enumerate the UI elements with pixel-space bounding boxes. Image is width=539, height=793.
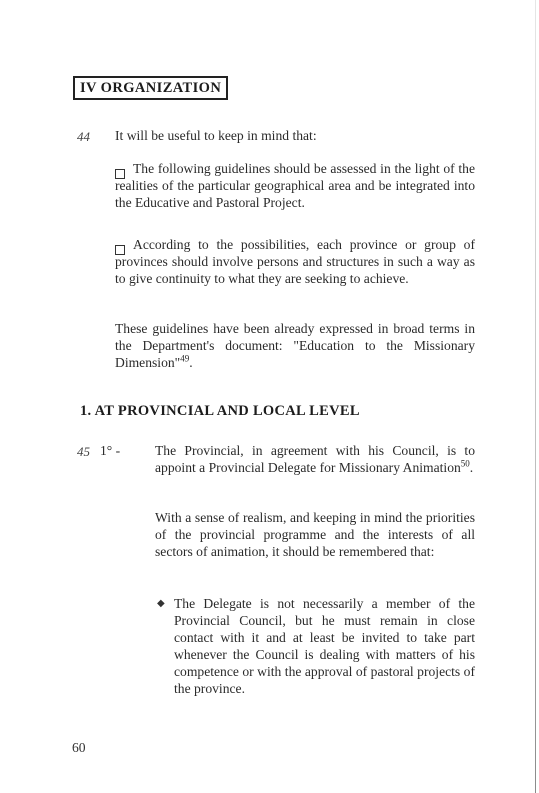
page-number: 60 (72, 740, 86, 755)
page-edge (535, 0, 536, 793)
delegate-bullet: The Delegate is not necessarily a member of the Provincial Council, but he must remain in close contact with it and at least be invited to take part whenever the Council is dealing with matters of his competence or with the approval of pastoral projects of the province. (174, 596, 475, 696)
paragraph-number-45: 45 (77, 444, 90, 459)
provincial-delegate-text: The Provincial, in agreement with his Council, is to appoint a Provincial Delegate for Missionary Animation$^{50}$. (155, 443, 475, 475)
guideline-item-1: The following guidelines should be assessed in the light of the realities of the particular geographical area and be integrated into the Educative and Pastoral Project. (115, 161, 475, 210)
section-heading: 1. AT PROVINCIAL AND LOCAL LEVEL (80, 403, 360, 419)
footnote-50: 50 (460, 458, 470, 469)
item-label: 1° - (100, 443, 121, 458)
paragraph-number-44: 44 (77, 129, 90, 144)
realism-paragraph: With a sense of realism, and keeping in mind the priorities of the provincial programme and the interests of all sectors of animation, it should be remembered that: (155, 510, 475, 559)
guideline-item-2: According to the possibilities, each province or group of provinces should involve persons and structures in such a way as to give continuity to what they are seeking to achieve. (115, 237, 475, 286)
paragraph-44-lead: It will be useful to keep in mind that: (115, 128, 317, 143)
section-title: IV ORGANIZATION (73, 76, 228, 100)
footnote-49: 49 (180, 353, 190, 364)
diamond-bullet-icon: ◆ (157, 598, 165, 609)
paragraph-44-closing: These guidelines have been already expressed in broad terms in the Department's document: "Education to the Missionary Dimension"$^{49}$. (115, 321, 475, 370)
